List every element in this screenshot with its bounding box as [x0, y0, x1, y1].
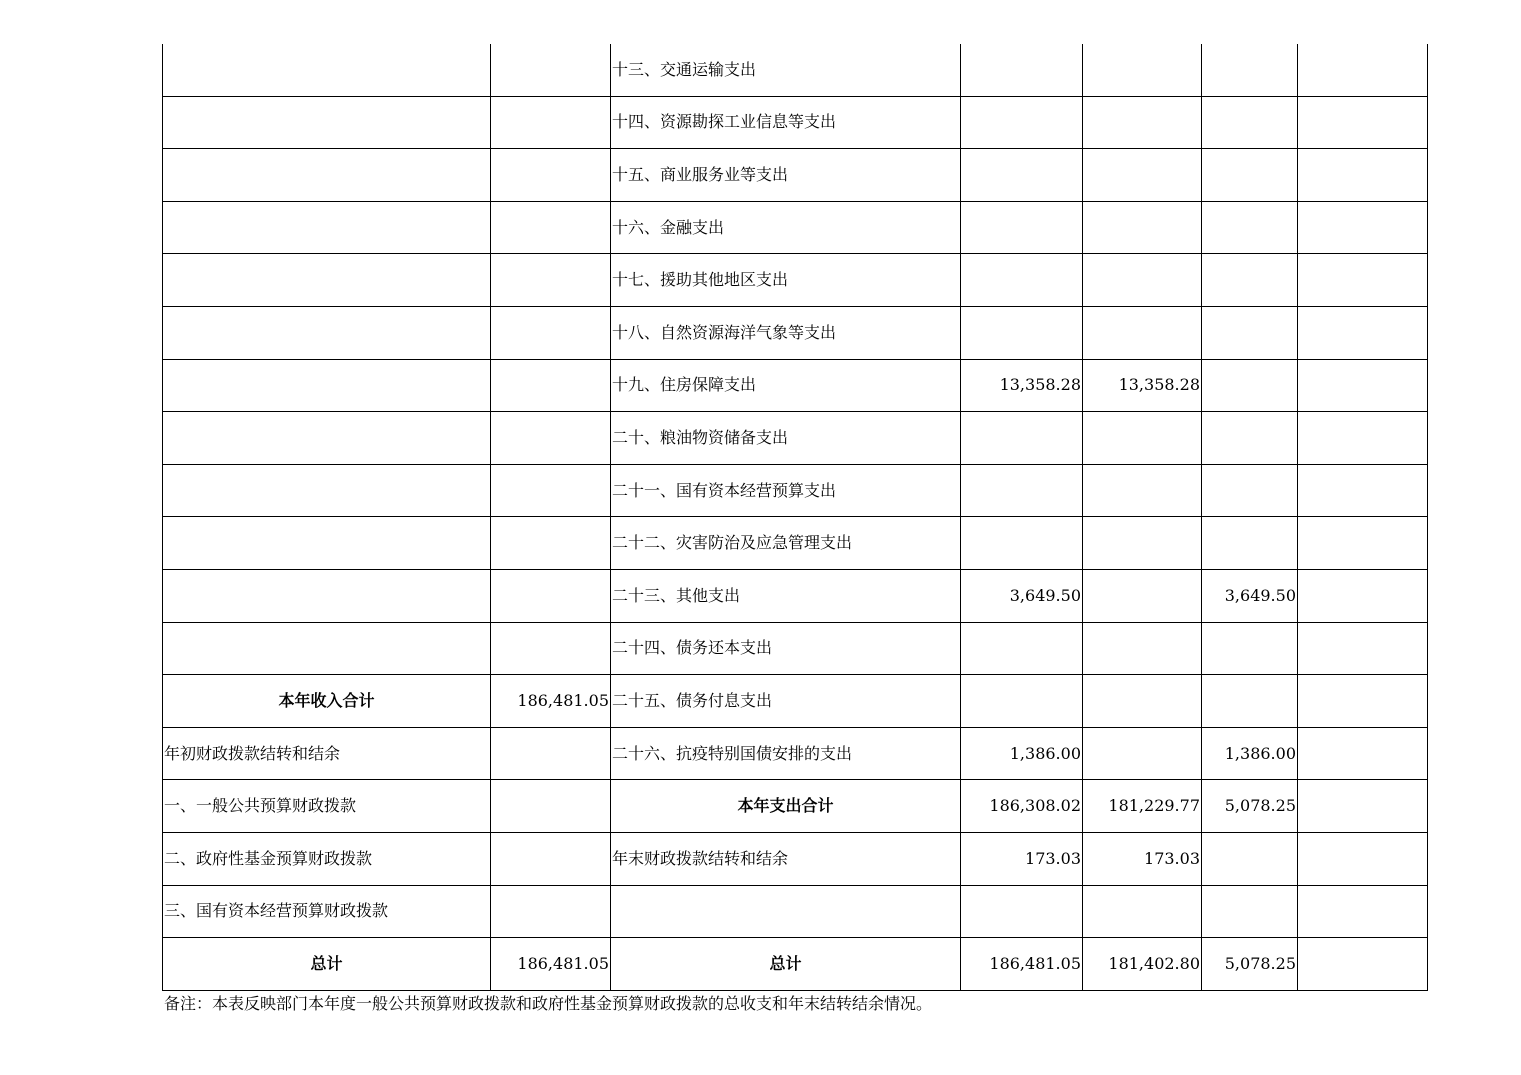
general-budget-cell [1083, 569, 1202, 622]
income-amount-cell [491, 885, 611, 938]
footnote: 备注：本表反映部门本年度一般公共预算财政拨款和政府性基金预算财政拨款的总收支和年末结转结余情况。 [164, 994, 933, 1013]
gov-fund-cell [1202, 517, 1298, 570]
income-item-cell [163, 149, 491, 202]
table-row [163, 780, 1428, 833]
income-item-cell [163, 44, 491, 96]
state-capital-cell [1298, 569, 1428, 622]
table-row [163, 44, 1428, 96]
income-amount-cell [491, 201, 611, 254]
expense-item-cell [611, 885, 961, 938]
expense-total-cell: 13,358.28 [961, 359, 1083, 412]
expense-total-cell [961, 254, 1083, 307]
expense-total-cell [961, 675, 1083, 728]
general-budget-cell [1083, 675, 1202, 728]
expense-subtotal-label: 本年支出合计 [611, 780, 961, 833]
expense-item-cell: 二十六、抗疫特别国债安排的支出 [611, 727, 961, 780]
general-budget-cell [1083, 885, 1202, 938]
state-capital-cell [1298, 412, 1428, 465]
state-capital-cell [1298, 149, 1428, 202]
state-capital-cell [1298, 306, 1428, 359]
gov-fund-cell [1202, 201, 1298, 254]
general-budget-cell: 13,358.28 [1083, 359, 1202, 412]
general-budget-cell [1083, 201, 1202, 254]
income-item-cell [163, 517, 491, 570]
expense-total-cell [961, 622, 1083, 675]
income-amount-cell [491, 780, 611, 833]
table-row [163, 201, 1428, 254]
general-budget-cell [1083, 149, 1202, 202]
income-amount-cell [491, 306, 611, 359]
income-item-cell [163, 359, 491, 412]
table-row [163, 254, 1428, 307]
income-amount-cell [491, 412, 611, 465]
general-budget-cell [1083, 727, 1202, 780]
general-budget-cell [1083, 464, 1202, 517]
expense-total-cell [961, 412, 1083, 465]
expense-item-cell: 二十、粮油物资储备支出 [611, 412, 961, 465]
income-amount-cell [491, 832, 611, 885]
income-item-cell: 一、一般公共预算财政拨款 [163, 780, 491, 833]
gov-fund-cell: 5,078.25 [1202, 780, 1298, 833]
expense-total-cell [961, 44, 1083, 96]
income-item-cell [163, 306, 491, 359]
gov-fund-cell [1202, 675, 1298, 728]
state-capital-cell [1298, 885, 1428, 938]
income-amount-cell [491, 464, 611, 517]
expense-total-cell [961, 464, 1083, 517]
income-amount-cell [491, 254, 611, 307]
general-budget-cell [1083, 622, 1202, 675]
budget-table [162, 44, 1428, 991]
state-capital-cell [1298, 622, 1428, 675]
expense-total-cell: 173.03 [961, 832, 1083, 885]
general-budget-cell [1083, 306, 1202, 359]
expense-total-cell [961, 201, 1083, 254]
table-row [163, 727, 1428, 780]
expense-item-cell: 十五、商业服务业等支出 [611, 149, 961, 202]
general-budget-cell [1083, 517, 1202, 570]
table-row [163, 359, 1428, 412]
income-amount-cell [491, 96, 611, 149]
state-capital-cell [1298, 675, 1428, 728]
income-item-cell [163, 254, 491, 307]
state-capital-cell [1298, 464, 1428, 517]
table-row [163, 464, 1428, 517]
gov-fund-cell [1202, 306, 1298, 359]
gov-fund-cell: 5,078.25 [1202, 938, 1298, 991]
general-budget-cell [1083, 254, 1202, 307]
income-item-cell [163, 96, 491, 149]
gov-fund-cell [1202, 622, 1298, 675]
gov-fund-cell [1202, 832, 1298, 885]
table-row [163, 306, 1428, 359]
income-item-cell [163, 569, 491, 622]
expense-total-cell: 3,649.50 [961, 569, 1083, 622]
table-row [163, 412, 1428, 465]
expense-total-cell: 1,386.00 [961, 727, 1083, 780]
state-capital-cell [1298, 832, 1428, 885]
budget-sheet [162, 44, 1427, 991]
income-item-cell [163, 622, 491, 675]
general-budget-cell [1083, 44, 1202, 96]
state-capital-cell [1298, 727, 1428, 780]
gov-fund-cell: 1,386.00 [1202, 727, 1298, 780]
expense-item-cell: 二十一、国有资本经营预算支出 [611, 464, 961, 517]
income-item-cell: 年初财政拨款结转和结余 [163, 727, 491, 780]
state-capital-cell [1298, 780, 1428, 833]
expense-total-cell: 186,308.02 [961, 780, 1083, 833]
expense-item-cell: 年末财政拨款结转和结余 [611, 832, 961, 885]
state-capital-cell [1298, 359, 1428, 412]
general-budget-cell: 181,229.77 [1083, 780, 1202, 833]
expense-total-cell: 186,481.05 [961, 938, 1083, 991]
gov-fund-cell [1202, 254, 1298, 307]
income-amount-cell [491, 359, 611, 412]
expense-item-cell: 十三、交通运输支出 [611, 44, 961, 96]
general-budget-cell: 173.03 [1083, 832, 1202, 885]
gov-fund-cell [1202, 96, 1298, 149]
state-capital-cell [1298, 254, 1428, 307]
expense-item-cell: 二十五、债务付息支出 [611, 675, 961, 728]
income-subtotal-label: 本年收入合计 [163, 675, 491, 728]
expense-item-cell: 十八、自然资源海洋气象等支出 [611, 306, 961, 359]
income-amount-cell: 186,481.05 [491, 675, 611, 728]
gov-fund-cell [1202, 359, 1298, 412]
gov-fund-cell [1202, 149, 1298, 202]
state-capital-cell [1298, 201, 1428, 254]
expense-total-cell [961, 885, 1083, 938]
gov-fund-cell [1202, 44, 1298, 96]
income-amount-cell [491, 569, 611, 622]
income-item-cell: 三、国有资本经营预算财政拨款 [163, 885, 491, 938]
table-row [163, 938, 1428, 991]
general-budget-cell [1083, 412, 1202, 465]
state-capital-cell [1298, 44, 1428, 96]
income-amount-cell [491, 727, 611, 780]
expense-item-cell: 十七、援助其他地区支出 [611, 254, 961, 307]
table-row [163, 885, 1428, 938]
general-budget-cell [1083, 96, 1202, 149]
table-row [163, 622, 1428, 675]
gov-fund-cell: 3,649.50 [1202, 569, 1298, 622]
table-row [163, 96, 1428, 149]
income-item-cell [163, 412, 491, 465]
income-item-cell [163, 464, 491, 517]
expense-total-cell [961, 517, 1083, 570]
expense-item-cell: 二十四、债务还本支出 [611, 622, 961, 675]
state-capital-cell [1298, 96, 1428, 149]
state-capital-cell [1298, 938, 1428, 991]
gov-fund-cell [1202, 464, 1298, 517]
income-amount-cell [491, 517, 611, 570]
expense-grand-total-label: 总计 [611, 938, 961, 991]
expense-total-cell [961, 149, 1083, 202]
income-grand-total-label: 总计 [163, 938, 491, 991]
table-row [163, 569, 1428, 622]
income-amount-cell: 186,481.05 [491, 938, 611, 991]
income-amount-cell [491, 622, 611, 675]
income-amount-cell [491, 149, 611, 202]
income-item-cell: 二、政府性基金预算财政拨款 [163, 832, 491, 885]
expense-item-cell: 二十二、灾害防治及应急管理支出 [611, 517, 961, 570]
income-amount-cell [491, 44, 611, 96]
expense-item-cell: 十九、住房保障支出 [611, 359, 961, 412]
general-budget-cell: 181,402.80 [1083, 938, 1202, 991]
table-row [163, 149, 1428, 202]
income-item-cell [163, 201, 491, 254]
table-row [163, 517, 1428, 570]
state-capital-cell [1298, 517, 1428, 570]
expense-total-cell [961, 306, 1083, 359]
table-row [163, 832, 1428, 885]
expense-item-cell: 二十三、其他支出 [611, 569, 961, 622]
table-row [163, 675, 1428, 728]
expense-item-cell: 十六、金融支出 [611, 201, 961, 254]
expense-item-cell: 十四、资源勘探工业信息等支出 [611, 96, 961, 149]
expense-total-cell [961, 96, 1083, 149]
gov-fund-cell [1202, 885, 1298, 938]
gov-fund-cell [1202, 412, 1298, 465]
